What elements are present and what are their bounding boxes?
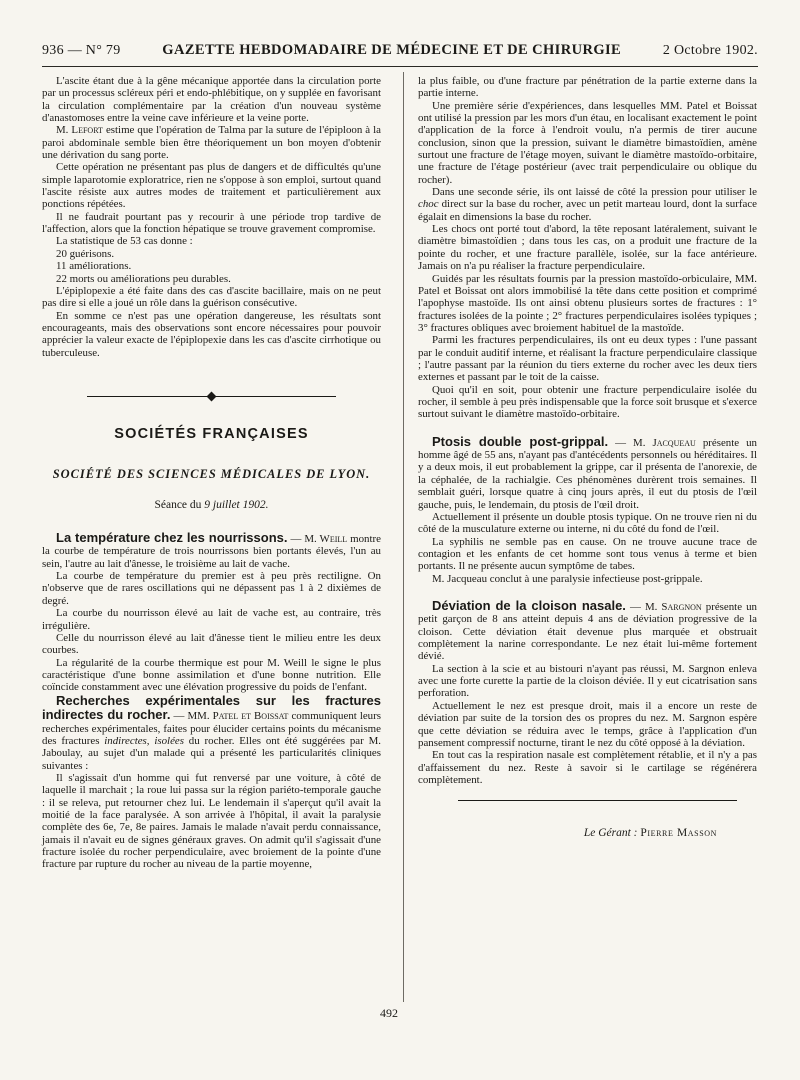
paragraph: Guidés par les résultats fournis par la pression mastoïdo-orbiculaire, MM. Patel et Boissat ont alors immobilisé la tête dans cette position et comprimé l'apophyse mastoïde. Ils ont ainsi obtenu plusieurs sortes de fractures : 1° fractures isolées de la pointe ; 2° fractures perpendiculaires isolées typiques ; 3° fractures obliques avec broiement habituel de la mastoïde. <box>418 272 757 334</box>
speaker-name: M. Sargnon <box>644 600 702 613</box>
article-temperature: La température chez les nourrissons. — M. Weill montre la courbe de température de trois nourrissons bien portants élevés, l'un au sein, l'autre au lait d'ânesse, le troisième au lait de vache. <box>42 529 381 570</box>
paragraph: M. Lefort estime que l'opération de Talma par la suture de l'épiploon à la paroi abdominale semble bien être théoriquement un bon moyen d'obtenir une dérivation du sang porte. <box>42 124 382 162</box>
paragraph: Actuellement il présente un double ptosis typique. On ne trouve rien ni du côté de la musculature externe ou interne, ni du côté du fond de l'œil. <box>418 510 757 536</box>
page-header <box>42 42 758 64</box>
article-ptosis: Ptosis double post-grippal. — M. Jacqueau présente un homme âgé de 55 ans, n'ayant pas d'antécédents personnels ou héréditaires. Il y a deux mois, il eut probablement la grippe, car il présenta de l'anorexie, de la céphalée, de la rachialgie. Ces phénomènes durèrent trois semaines. Il semblait guéri, lorsque quatre à cinq jours après, il eut du ptosis de l'œil gauche, puis, le lendemain, du ptosis de l'œil droit. <box>418 433 757 511</box>
article-fractures: Recherches expérimentales sur les fractures indirectes du rocher. — MM. Patel et Boissat communiquent leurs recherches expérimentales, faites pour élucider certains points du mécanisme des fractures indirectes, isolées du rocher. Elles ont été suggérées par M. Jaboulay, au sujet d'un malade qui a présenté les particularités cliniques suivantes : <box>42 692 381 772</box>
closing-rule <box>458 800 737 801</box>
statistics-item: 22 morts ou améliorations peu durables. <box>56 272 231 285</box>
statistics-item: 20 guérisons. <box>56 247 115 260</box>
page-number: 492 <box>380 1006 398 1020</box>
left-column <box>42 75 381 871</box>
speaker-name: M. Lefort <box>56 124 103 137</box>
article-heading: Ptosis double post-grippal. <box>432 433 609 449</box>
publisher-credit: Le Gérant : Pierre Masson <box>583 827 717 840</box>
paragraph: Une première série d'expériences, dans lesquelles MM. Patel et Boissat ont utilisé la pression par les mors d'un étau, en localisant exactement le point d'application de la force à l'endroit voulu, n'a permis de tirer aucune conclusion, sinon que la pression, suivant le diamètre bimastoïdien, amène surtout une fracture de l'étage moyen, suivant le diamètre mastoïdo-orbitaire, une fracture de l'étage postérieur (avec trait perpendiculaire ou oblique du rocher). <box>418 99 757 186</box>
article-heading: La température chez les nourrissons. <box>56 529 288 545</box>
header-rule <box>42 66 758 67</box>
diamond-icon <box>207 391 217 401</box>
paragraph: M. Jacqueau conclut à une paralysie infectieuse post-grippale. <box>432 572 703 585</box>
paragraph: La régularité de la courbe thermique est pour M. Weill le signe le plus caractéristique d'une bonne assimilation et d'une bonne nutrition. Elle coïncide constamment avec une élévation progressive du poids de l'enfant. <box>42 656 381 694</box>
publisher-name: Pierre Masson <box>640 827 717 840</box>
statistics-item: 11 améliorations. <box>56 260 132 273</box>
paragraph: La courbe de température du premier est à peu près rectiligne. On n'observe que de rares oscillations qui ne dépassent pas 1 à 2 dixièmes de degré. <box>42 570 381 607</box>
article-heading: Recherches expérimentales sur les fractures indirectes du rocher. <box>42 692 381 723</box>
paragraph: Il ne faudrait pourtant pas y recourir à une période trop tardive de l'affection, alors que la fonction hépatique se trouve gravement compromise. <box>42 210 381 236</box>
paragraph: Parmi les fractures perpendiculaires, ils ont eu deux types : l'une passant par le conduit auditif interne, et réalisant la fracture perpendiculaire classique ; l'autre passant par la réunion du tiers externe du rocher avec les deux tiers externes et passant par le toit de la caisse. <box>418 334 757 384</box>
speaker-name: MM. Patel et Boissat <box>187 710 289 723</box>
paragraph: La syphilis ne semble pas en cause. On ne trouve aucune trace de contagion et les enfants de cet homme sont tous venus à terme et bien portants. Il ne présente aucun symptôme de tabes. <box>418 535 757 573</box>
paragraph: La courbe du nourrisson élevé au lait de vache est, au contraire, très irrégulière. <box>42 607 381 632</box>
article-heading: Déviation de la cloison nasale. <box>432 597 626 613</box>
header-date: 2 Octobre 1902. <box>662 43 758 58</box>
paragraph: la plus faible, ou d'une fracture par pénétration de la partie externe dans la partie interne. <box>418 75 757 100</box>
section-ornament <box>42 393 381 400</box>
speaker-name: M. Jacqueau <box>633 436 696 449</box>
header-page-issue: 936 — N° 79 <box>42 43 121 58</box>
paragraph: En tout cas la respiration nasale est complètement rétablie, et il n'y a pas d'affaissement du nez. Reste à savoir si le cartilage se régénérera complètement. <box>418 749 757 786</box>
article-nasal-septum: Déviation de la cloison nasale. — M. Sargnon présente un petit garçon de 8 ans atteint depuis 4 ans de déviation progressive de la cloison. Cette déviation était devenue plus marquée et obstruait complètement la narine correspondante. Le nez était lui-même fortement dévié. <box>418 597 757 663</box>
statistics-intro: La statistique de 53 cas donne : <box>56 235 193 248</box>
paragraph: Celle du nourrisson élevé au lait d'ânesse tient le milieu entre les deux courbes. <box>42 631 381 657</box>
paragraph: L'épiplopexie a été faite dans des cas d'ascite bacillaire, mais on ne peut pas dire si elle a joué un rôle dans la guérison consécutive. <box>42 284 381 310</box>
speaker-name: M. Weill <box>304 532 348 545</box>
right-column <box>418 75 757 840</box>
column-divider <box>403 72 404 1002</box>
paragraph: Les chocs ont porté tout d'abord, la tête reposant latéralement, suivant le diamètre bimastoïdien ; dans tous les cas, on a produit une fracture de la pointe du rocher, et une fracture parallèle, isolée, sur la face antérieure. Jamais on n'a pu réaliser la fracture perpendiculaire. <box>418 223 757 273</box>
society-title: SOCIÉTÉ DES SCIENCES MÉDICALES DE LYON. <box>52 467 371 482</box>
paragraph: Il s'agissait d'un homme qui fut renversé par une voiture, à côté de laquelle il marchait ; la roue lui passa sur la région pariéto-temporale gauche : il se releva, put retourner chez lui. Le lendemain il s'aperçut qu'il avait la moitié de la face paralysée. A son arrivée à l'hôpital, il avait la paralysie complète des 6e, 7e, 8e paires. Jamais le malade n'avait perdu connaissance, jamais il n'avait eu de signes généraux graves. On admit qu'il s'agissait d'une fracture isolée du rocher perpendiculaire, avec broiement de la pointe d'une fracture par rupture du rocher au niveau de la partie moyenne, <box>42 771 381 871</box>
paragraph: En somme ce n'est pas une opération dangereuse, les résultats sont encourageants, mais des observations sont encore nécessaires pour pouvoir apprécier la valeur exacte de l'épiplopexie dans les cas d'ascite cirrhotique ou tuberculeuse. <box>42 309 381 359</box>
section-title: SOCIÉTÉS FRANÇAISES <box>114 425 309 442</box>
paragraph: La section à la scie et au bistouri n'ayant pas réussi, M. Sargnon enleva avec une forte curette la partie de la cloison déviée. Il y eut cicatrisation sans perforation. <box>418 662 757 700</box>
paragraph: Cette opération ne présentant pas plus de dangers et de difficultés qu'une simple laparotomie exploratrice, rien ne s'oppose à son emploi, surtout quand l'ascite résiste aux autres modes de traitement et particulièrement aux ponctions répétées. <box>42 161 381 211</box>
paragraph: L'ascite étant due à la gêne mécanique apportée dans la circulation porte par un processus scléreux péri et endo-phlébitique, on y supplée en favorisant la circulation complémentaire par la création d'un nouveau système d'anastomoses entre la veine cave inférieure et la veine porte. <box>42 75 381 125</box>
paragraph: Quoi qu'il en soit, pour obtenir une fracture perpendiculaire isolée du rocher, il semble à peu près indispensable que la force soit brusque et s'exerce surtout suivant le diamètre mastoïdo-orbitaire. <box>418 383 758 421</box>
session-date: Séance du 9 juillet 1902. <box>154 498 269 511</box>
paragraph: Actuellement le nez est presque droit, mais il a encore un reste de déviation par suite de la torsion des os propres du nez. M. Sargnon espère que cette déviation se réduira avec le temps, grâce à l'application d'un pansement compressif nocturne, tirant le nez du côté opposé à la déviation. <box>418 699 757 749</box>
paragraph: Dans une seconde série, ils ont laissé de côté la pression pour utiliser le choc direct sur la base du rocher, avec un petit marteau lourd, dont la surface égalait en dimensions la base du rocher. <box>418 186 757 223</box>
journal-title: GAZETTE HEBDOMADAIRE DE MÉDECINE ET DE CHIRURGIE <box>162 42 622 58</box>
